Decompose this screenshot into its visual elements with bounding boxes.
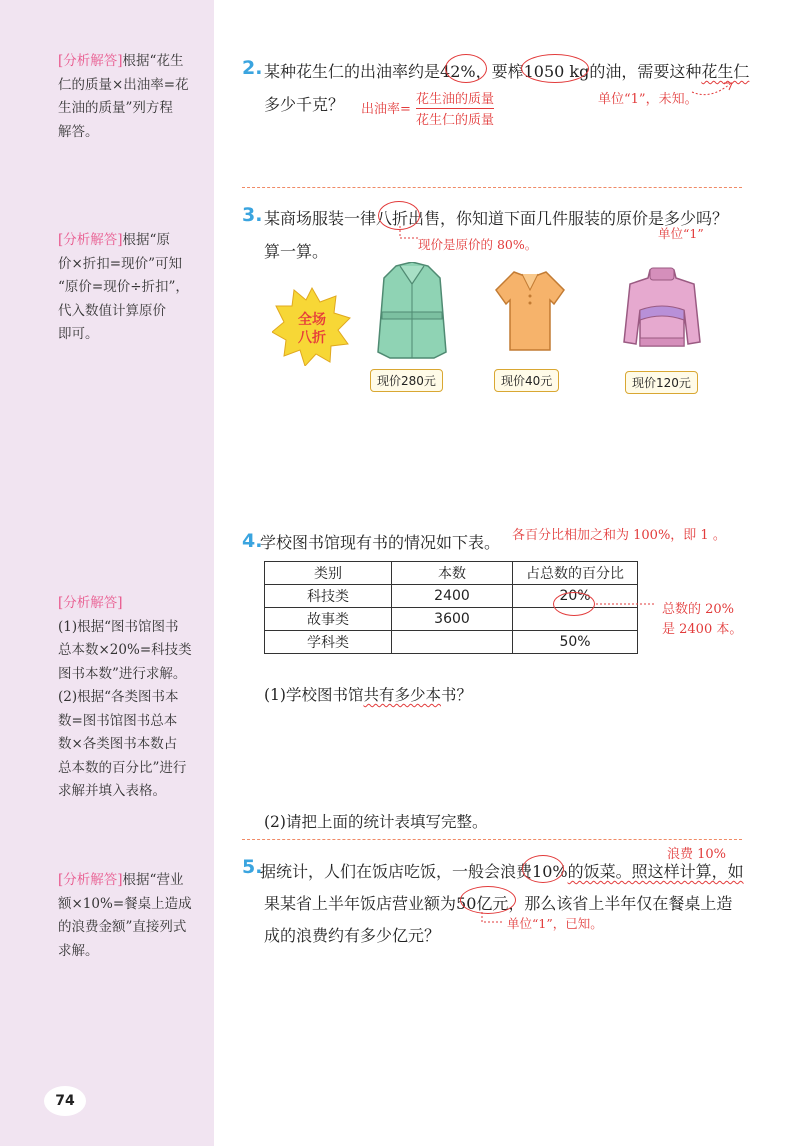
q4-sub1 [264, 683, 472, 705]
q4-sub2: (2)请把上面的统计表填写完整。 [264, 813, 488, 831]
note-line: 价×折扣=现价”可知 [58, 255, 183, 272]
note-line: “原价=现价÷折扣”， [58, 279, 189, 295]
note-line: 仁的质量×出油率=花 [58, 76, 189, 93]
note-line: 根据“营业 [122, 872, 184, 888]
q3-text: 某商场服装一律 [264, 209, 377, 228]
table-cell: 50% [513, 631, 638, 654]
section-divider [242, 839, 742, 840]
q5-text: 的饭菜。照这样计算，如 [567, 862, 744, 881]
question-number: 2. [242, 57, 263, 79]
q2-text: 的油，需要这种 [589, 62, 702, 81]
note-tag: [分析解答] [58, 232, 123, 248]
note-line: 解答。 [58, 123, 99, 140]
question-number: 4. [242, 530, 263, 552]
q5-text: 果某省上半年饭店营业额为 [264, 894, 457, 913]
q3-unit-note: 单位“1” [658, 226, 704, 241]
question-number: 5. [242, 856, 263, 878]
q5-text: ，那么该省上半年仅在餐桌上造 [508, 894, 733, 913]
note-line: 代入数值计算原价 [58, 302, 166, 319]
circle-mark [445, 54, 487, 83]
note-tag: [分析解答] [58, 595, 123, 611]
table-header: 类别 [265, 562, 392, 585]
note-line: (2)根据“各类图书本 [58, 689, 179, 705]
q2-unit-note: 单位“1”，未知。 [598, 92, 698, 107]
note-tag: [分析解答] [58, 53, 123, 69]
q3-current-price-note: 现价是原价的 80%。 [418, 237, 538, 252]
q4-text: (1)学校图书馆 [264, 686, 364, 704]
table-cell[interactable] [392, 631, 513, 654]
q5-percent: 10% [532, 862, 568, 881]
shirt-illustration [494, 268, 566, 352]
page-number: 74 [44, 1086, 86, 1116]
q3-discount: 八折 [376, 209, 409, 228]
q5-line1 [260, 859, 744, 882]
q3-line2: 算一算。 [264, 242, 329, 261]
note-line: 求解。 [58, 942, 99, 959]
q2-percent: 42% [440, 62, 476, 81]
annotation-arrow [690, 80, 740, 100]
q5-waste-note: 浪费 10% [667, 847, 727, 862]
q4-total-books: 共有多少本 [363, 686, 441, 704]
badge-line1: 全场 [298, 312, 326, 328]
q5-unit-note: 单位“1”，已知。 [507, 916, 603, 931]
note-tag: [分析解答] [58, 872, 123, 888]
note-line: 求解并填入表格。 [58, 783, 166, 799]
note-line: 是 2400 本。 [662, 622, 743, 637]
note-line: 数×各类图书本数占 [58, 736, 178, 752]
q3-text: 出售，你知道下面几件服装的原价是多少吗？ [408, 209, 729, 228]
sidebar [0, 0, 214, 1146]
note-line: 数=图书馆图书总本 [58, 712, 178, 729]
q4-sum-note: 各百分比相加之和为 100%，即 1 。 [512, 528, 726, 543]
q4-text: 书？ [440, 686, 472, 704]
table-cell: 20% [513, 585, 638, 608]
q2-peanut-kernel: 花生仁 [701, 62, 750, 81]
q5-text: 据统计，人们在饭店吃饭，一般会浪费 [260, 862, 533, 881]
table-row [265, 631, 638, 654]
sweater-illustration [622, 266, 702, 352]
q2-line2: 多少千克？ [264, 95, 345, 114]
coat-illustration [374, 262, 450, 362]
section-divider [242, 187, 742, 188]
q2-text: 某种花生仁的出油率约是 [264, 62, 441, 81]
price-tag-sweater: 现价120元 [625, 371, 698, 394]
circle-mark [553, 592, 595, 616]
note-line: 额×10%=餐桌上造成 [58, 895, 192, 912]
annotation-arrow [478, 912, 508, 930]
table-cell: 2400 [392, 585, 513, 608]
price-tag-coat: 现价280元 [370, 369, 443, 392]
table-cell: 故事类 [265, 608, 392, 631]
q5-amount: 50亿元 [456, 894, 509, 913]
fraction-numerator: 花生油的质量 [416, 92, 495, 107]
question-number: 3. [242, 204, 263, 226]
q2-formula-label: 出油率= [361, 102, 411, 117]
note-line: 图书本数”进行求解。 [58, 665, 187, 682]
analysis-note-q3 [58, 229, 210, 347]
table-cell: 3600 [392, 608, 513, 631]
note-line: 总本数×20%=科技类 [58, 642, 192, 658]
note-line: 总本数的百分比”进行 [58, 759, 187, 776]
note-line: (1)根据“图书馆图书 [58, 618, 179, 635]
circle-mark [521, 54, 589, 83]
analysis-note-q2 [58, 50, 210, 144]
note-line: 总数的 20% [662, 602, 735, 617]
note-line: 生油的质量”列方程 [58, 100, 173, 116]
note-line: 根据“花生 [122, 53, 184, 69]
analysis-note-q5 [58, 869, 210, 963]
q2-line1 [264, 59, 749, 82]
table-cell: 学科类 [265, 631, 392, 654]
badge-line2: 八折 [298, 330, 326, 346]
circle-mark [522, 855, 564, 883]
fraction-denominator: 花生仁的质量 [416, 108, 494, 128]
annotation-arrow [396, 226, 422, 246]
table-header: 占总数的百分比 [513, 562, 638, 585]
table-header: 本数 [392, 562, 513, 585]
circle-mark [460, 886, 516, 914]
table-cell: 科技类 [265, 585, 392, 608]
annotation-arrow [594, 600, 660, 620]
note-line: 即可。 [58, 326, 99, 342]
table-header-row [265, 562, 638, 585]
note-line: 的浪费金额”直接列式 [58, 919, 187, 935]
q2-formula-fraction [416, 88, 494, 128]
q2-text: ，要榨 [475, 62, 524, 81]
q5-line3: 成的浪费约有多少亿元？ [264, 926, 441, 945]
sale-badge [272, 286, 352, 366]
q2-quantity: 1050 kg [523, 62, 590, 81]
analysis-note-q4 [58, 592, 210, 804]
q4-line1: 学校图书馆现有书的情况如下表。 [260, 533, 501, 552]
note-line: 根据“原 [122, 232, 170, 248]
q4-total-note [662, 600, 742, 640]
price-tag-shirt: 现价40元 [494, 369, 559, 392]
